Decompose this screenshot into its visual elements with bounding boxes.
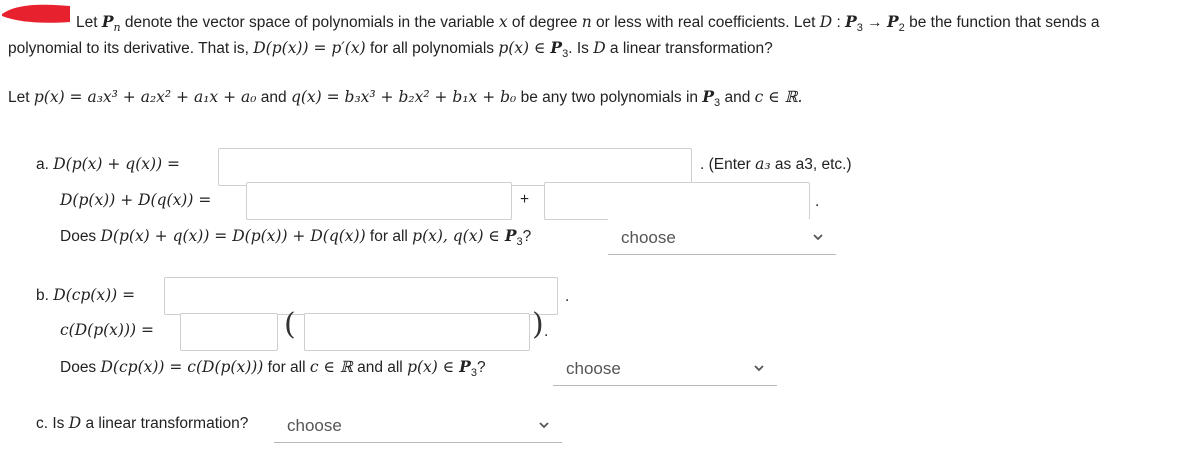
plus-sign: +	[520, 191, 530, 208]
redaction-mark	[0, 0, 72, 26]
part-c-select[interactable]: choose	[274, 407, 562, 443]
part-a-dq-input[interactable]	[544, 182, 810, 220]
period: .	[815, 193, 820, 210]
part-b-dp-input[interactable]	[304, 313, 530, 351]
part-b-select[interactable]: choose	[553, 350, 777, 386]
part-b-expr1: b. D(cp(x)) =	[36, 286, 136, 304]
part-b-question: Does D(cp(x)) = c(D(p(x))) for all c ∈ ℝ and all p(x) ∈ $P_3$?	[60, 357, 486, 380]
setup-line: Let p(x) = a₃x³ + a₂x² + a₁x + a₀ and q(x) = b₃x³ + b₂x² + b₁x + b₀ be any two polynomials in $P_3$ and c ∈ ℝ.	[8, 87, 803, 110]
chevron-down-icon	[538, 419, 550, 431]
part-a-hint: . (Enter a₃ as a3, etc.)	[700, 155, 852, 173]
part-b-dcp-input[interactable]	[164, 277, 558, 315]
part-a-expr2: D(p(x)) + D(q(x)) =	[60, 191, 212, 209]
right-paren: )	[532, 307, 544, 342]
part-a-select[interactable]: choose	[608, 219, 836, 255]
part-a-expr1: a. D(p(x) + q(x)) =	[36, 155, 181, 173]
part-c-question: c. Is D a linear transformation?	[36, 414, 249, 432]
period-b2: .	[544, 323, 549, 340]
part-b-c-input[interactable]	[180, 313, 278, 351]
left-paren: (	[284, 307, 296, 342]
part-a-sum-input[interactable]	[218, 148, 692, 186]
chevron-down-icon	[753, 362, 765, 374]
part-a-question: Does D(p(x) + q(x)) = D(p(x)) + D(q(x)) for all p(x), q(x) ∈ $P_3$?	[60, 226, 532, 249]
period-b: .	[565, 288, 570, 305]
part-b-expr2: c(D(p(x))) =	[60, 321, 154, 339]
intro-line-1: Let $P_n$ denote the vector space of polynomials in the variable x of degree n or less with real coefficients. Let D : $P_3 \to P_2$ be the function that sends a	[76, 12, 1100, 35]
part-a-dp-input[interactable]	[246, 182, 512, 220]
intro-line-2: polynomial to its derivative. That is, D(p(x)) = p′(x) for all polynomials p(x) ∈ $P_3$. Is D a linear transformation?	[8, 38, 773, 61]
chevron-down-icon	[812, 231, 824, 243]
